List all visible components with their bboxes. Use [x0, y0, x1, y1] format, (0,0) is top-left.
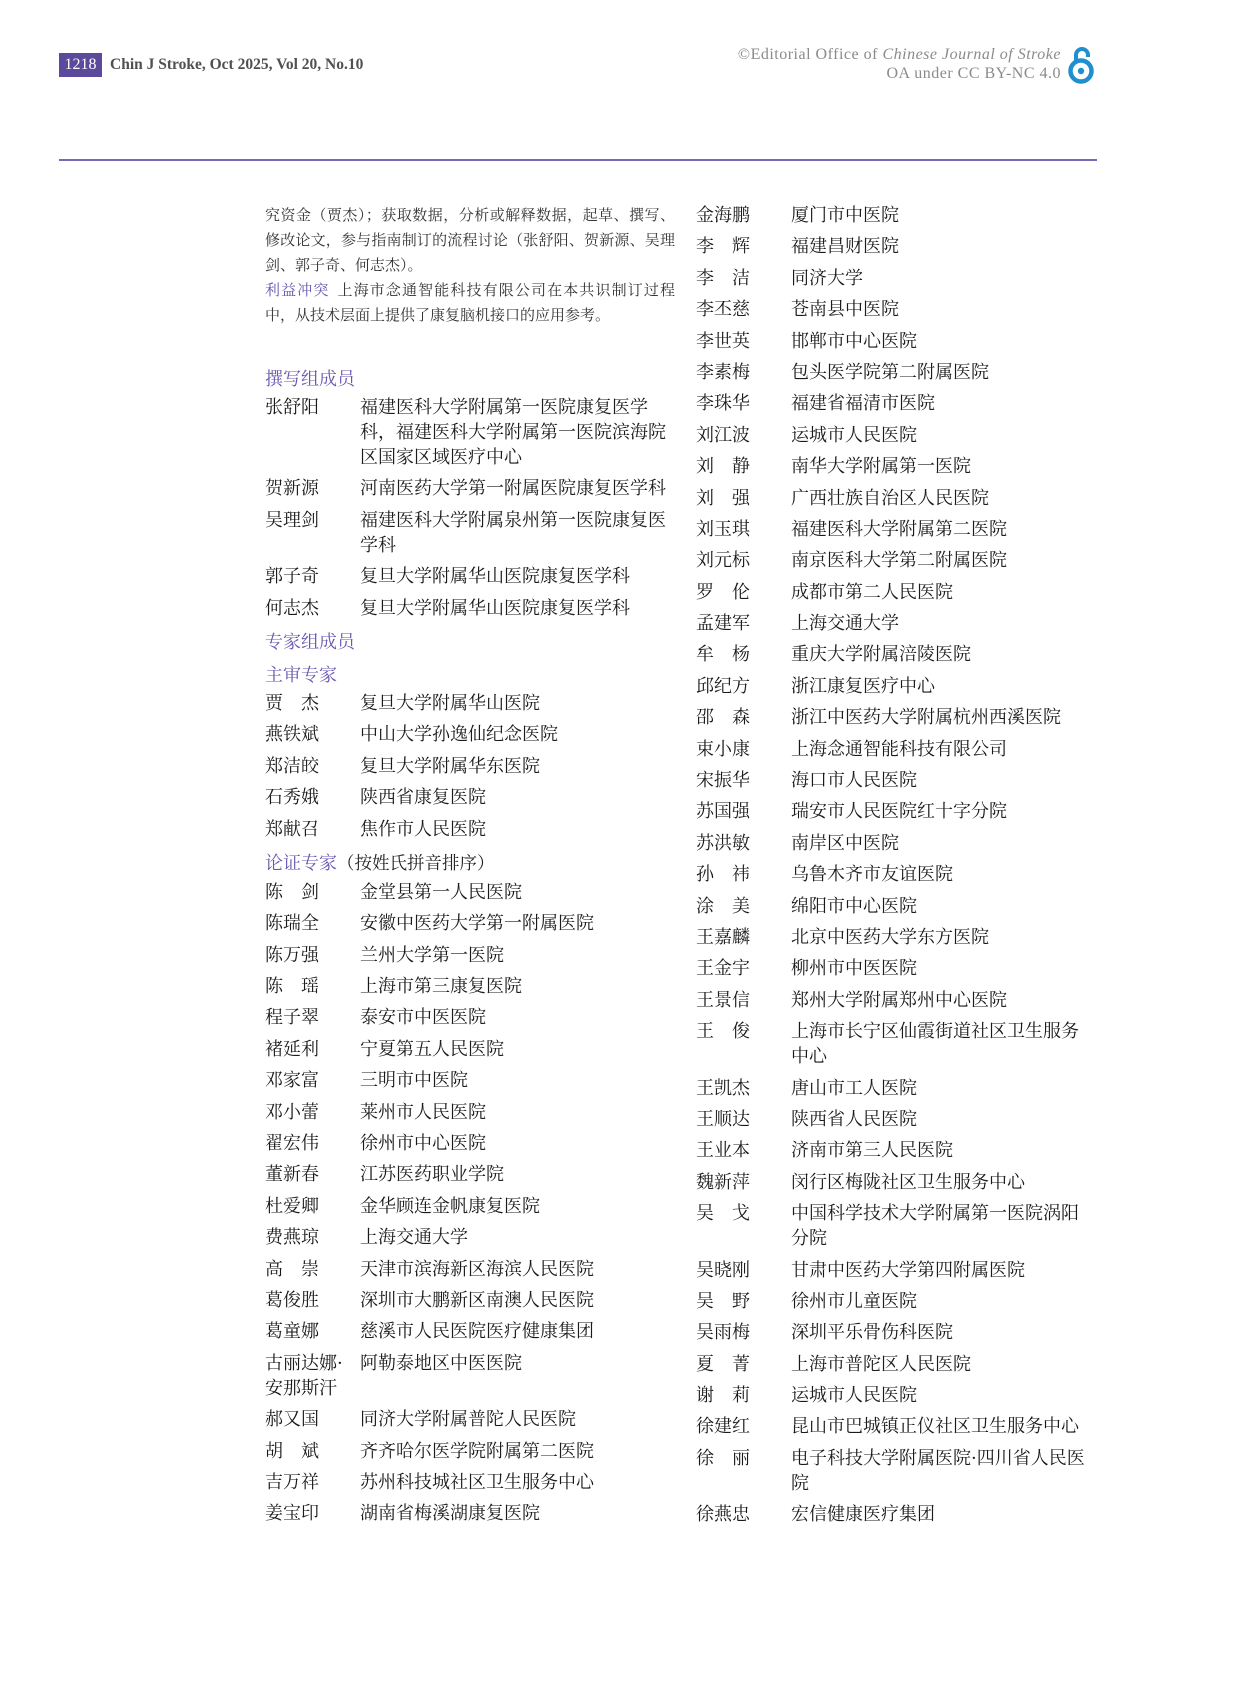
member-name: 苏国强	[696, 801, 750, 823]
member-affiliation: 福建医科大学附属第一医院康复医学科，福建医科大学附属第一医院滨海院区国家区域医疗中心	[360, 397, 666, 468]
member-affiliation: 电子科技大学附属医院·四川省人民医院	[791, 1447, 1085, 1494]
member-entry	[696, 1446, 1096, 1496]
member-entry	[696, 799, 1096, 824]
copyright-prefix: ©Editorial Office of	[737, 46, 883, 63]
member-entry	[265, 817, 675, 842]
writing-group-list	[265, 395, 675, 621]
member-affiliation: 陕西省康复医院	[360, 787, 486, 809]
member-affiliation: 金华顾连金帆康复医院	[360, 1195, 540, 1217]
member-entry	[265, 1037, 675, 1062]
member-affiliation: 运城市人民医院	[791, 1385, 917, 1407]
member-entry	[696, 674, 1096, 699]
member-name: 姜宝印	[265, 1503, 319, 1525]
member-entry	[696, 1201, 1096, 1251]
member-entry	[696, 1258, 1096, 1283]
member-entry	[265, 943, 675, 968]
member-entry	[696, 391, 1096, 416]
member-name: 郑献召	[265, 818, 319, 840]
member-name: 胡 斌	[265, 1440, 319, 1462]
section-heading-reviewers	[265, 848, 675, 880]
member-affiliation: 福建省福清市医院	[791, 393, 935, 415]
member-name: 吴理剑	[265, 509, 319, 531]
member-affiliation: 阿勒泰地区中医医院	[360, 1352, 522, 1374]
member-entry	[265, 1319, 675, 1344]
member-affiliation: 江苏医药职业学院	[360, 1164, 504, 1186]
member-entry	[265, 1288, 675, 1313]
member-affiliation: 福建医科大学附属泉州第一医院康复医学科	[360, 509, 666, 556]
member-name: 刘 强	[696, 487, 750, 509]
member-affiliation: 济南市第三人民医院	[791, 1140, 953, 1162]
member-affiliation: 徐州市儿童医院	[791, 1290, 917, 1312]
member-name: 邓家富	[265, 1070, 319, 1092]
page-header	[0, 0, 1241, 170]
member-entry	[696, 1289, 1096, 1314]
member-entry	[696, 329, 1096, 354]
member-entry	[265, 754, 675, 779]
member-entry	[265, 596, 675, 621]
member-entry	[265, 785, 675, 810]
member-affiliation: 唐山市工人医院	[791, 1077, 917, 1099]
member-affiliation: 深圳平乐骨伤科医院	[791, 1322, 953, 1344]
member-affiliation: 重庆大学附属涪陵医院	[791, 644, 971, 666]
member-affiliation: 苏州科技城社区卫生服务中心	[360, 1471, 594, 1493]
member-entry	[696, 1414, 1096, 1439]
member-name: 葛俊胜	[265, 1289, 319, 1311]
member-name: 李珠华	[696, 393, 750, 415]
member-name: 刘元标	[696, 550, 750, 572]
member-entry	[696, 1107, 1096, 1132]
member-affiliation: 天津市滨海新区海滨人民医院	[360, 1258, 594, 1280]
member-affiliation: 福建昌财医院	[791, 236, 899, 258]
member-affiliation: 金堂县第一人民医院	[360, 881, 522, 903]
member-entry	[265, 395, 675, 470]
member-entry	[265, 1068, 675, 1093]
section-heading-chief-experts: 主审专家	[265, 664, 337, 686]
member-affiliation: 复旦大学附属华山医院康复医学科	[360, 597, 630, 619]
member-affiliation: 复旦大学附属华山医院康复医学科	[360, 566, 630, 588]
member-name: 徐 丽	[696, 1447, 750, 1469]
member-affiliation: 宏信健康医疗集团	[791, 1504, 935, 1526]
member-affiliation: 甘肃中医药大学第四附属医院	[791, 1259, 1025, 1281]
member-name: 夏 菁	[696, 1353, 750, 1375]
member-entry	[696, 580, 1096, 605]
member-affiliation: 成都市第二人民医院	[791, 581, 953, 603]
member-affiliation: 泰安市中医医院	[360, 1007, 486, 1029]
member-entry	[696, 988, 1096, 1013]
member-entry	[265, 722, 675, 747]
member-entry	[696, 1383, 1096, 1408]
page-number: 1218	[59, 53, 102, 77]
member-name: 苏洪敏	[696, 832, 750, 854]
member-affiliation: 乌鲁木齐市友谊医院	[791, 864, 953, 886]
member-affiliation: 宁夏第五人民医院	[360, 1038, 504, 1060]
header-rule	[59, 159, 1097, 161]
member-entry	[696, 266, 1096, 291]
copyright-notice	[738, 45, 1061, 83]
member-entry	[265, 1351, 675, 1401]
member-name: 李 洁	[696, 267, 750, 289]
member-affiliation: 海口市人民医院	[791, 770, 917, 792]
member-name: 何志杰	[265, 597, 319, 619]
member-affiliation: 浙江康复医疗中心	[791, 675, 935, 697]
member-affiliation: 南岸区中医院	[791, 832, 899, 854]
member-entry	[265, 1162, 675, 1187]
member-affiliation: 徐州市中心医院	[360, 1133, 486, 1155]
member-name: 罗 伦	[696, 581, 750, 603]
member-entry	[696, 1170, 1096, 1195]
member-entry	[696, 611, 1096, 636]
member-entry	[696, 454, 1096, 479]
member-name: 程子翠	[265, 1007, 319, 1029]
member-entry	[265, 564, 675, 589]
member-entry	[265, 1501, 675, 1526]
member-affiliation: 河南医药大学第一附属医院康复医学科	[360, 478, 666, 500]
member-entry	[696, 1138, 1096, 1163]
member-name: 郭子奇	[265, 566, 319, 588]
member-affiliation: 福建医科大学附属第二医院	[791, 518, 1007, 540]
member-affiliation: 复旦大学附属华东医院	[360, 755, 540, 777]
member-affiliation: 昆山市巴城镇正仪社区卫生服务中心	[791, 1416, 1079, 1438]
member-entry	[696, 1019, 1096, 1069]
member-name: 张舒阳	[265, 397, 319, 418]
member-name: 刘江波	[696, 424, 750, 446]
member-name: 石秀娥	[265, 787, 319, 809]
member-name: 郑洁皎	[265, 755, 319, 777]
member-name: 王 俊	[696, 1021, 750, 1043]
member-entry	[265, 1225, 675, 1250]
member-name: 费燕琼	[265, 1227, 319, 1249]
member-affiliation: 柳州市中医医院	[791, 958, 917, 980]
member-entry	[265, 1257, 675, 1282]
member-affiliation: 同济大学附属普陀人民医院	[360, 1409, 576, 1431]
member-name: 徐建红	[696, 1416, 750, 1438]
member-name: 陈 剑	[265, 881, 319, 903]
member-name: 董新春	[265, 1164, 319, 1186]
member-entry	[265, 508, 675, 558]
member-affiliation: 兰州大学第一医院	[360, 944, 504, 966]
right-column	[696, 203, 1096, 1534]
member-entry	[696, 1502, 1096, 1527]
member-affiliation: 上海交通大学	[791, 613, 899, 635]
member-entry	[696, 297, 1096, 322]
member-affiliation: 中山大学孙逸仙纪念医院	[360, 724, 558, 746]
member-affiliation: 闵行区梅陇社区卫生服务中心	[791, 1171, 1025, 1193]
member-name: 宋振华	[696, 770, 750, 792]
member-entry	[265, 1194, 675, 1219]
member-affiliation: 湖南省梅溪湖康复医院	[360, 1503, 540, 1525]
member-affiliation: 厦门市中医院	[791, 205, 899, 226]
member-affiliation: 深圳市大鹏新区南澳人民医院	[360, 1289, 594, 1311]
section-heading-writing-group: 撰写组成员	[265, 369, 355, 390]
member-name: 褚延利	[265, 1038, 319, 1060]
member-name: 吴雨梅	[696, 1322, 750, 1344]
member-entry	[696, 203, 1096, 228]
member-entry	[696, 862, 1096, 887]
member-entry	[265, 1100, 675, 1125]
member-name: 刘 静	[696, 456, 750, 478]
member-affiliation: 包头医学院第二附属医院	[791, 361, 989, 383]
member-entry	[265, 1131, 675, 1156]
member-name: 邓小蕾	[265, 1101, 319, 1123]
member-affiliation: 上海市长宁区仙霞街道社区卫生服务中心	[791, 1021, 1079, 1068]
member-affiliation: 绵阳市中心医院	[791, 895, 917, 917]
member-name: 王景信	[696, 989, 750, 1011]
member-affiliation: 同济大学	[791, 267, 863, 289]
member-name: 吉万祥	[265, 1471, 319, 1493]
member-affiliation: 运城市人民医院	[791, 424, 917, 446]
member-entry	[696, 642, 1096, 667]
conflict-of-interest	[265, 278, 675, 328]
member-name: 王业本	[696, 1140, 750, 1162]
copyright-journal: Chinese Journal of Stroke	[882, 46, 1061, 63]
member-affiliation: 复旦大学附属华山医院	[360, 692, 540, 714]
member-affiliation: 广西壮族自治区人民医院	[791, 487, 989, 509]
member-entry	[696, 517, 1096, 542]
open-access-lock-icon	[1068, 46, 1094, 84]
member-entry	[696, 768, 1096, 793]
left-column	[265, 203, 675, 1533]
member-entry	[265, 476, 675, 501]
reviewers-heading: 论证专家	[265, 852, 337, 874]
member-entry	[696, 423, 1096, 448]
member-entry	[696, 956, 1096, 981]
contribution-paragraph: 究资金（贾杰）；获取数据，分析或解释数据，起草、撰写、修改论文，参与指南制订的流程讨论（张舒阳、贺新源、吴理剑、郭子奇、何志杰）。	[265, 206, 675, 274]
member-affiliation: 浙江中医药大学附属杭州西溪医院	[791, 707, 1061, 729]
reviewers-list-right	[696, 203, 1096, 1527]
member-entry	[696, 705, 1096, 730]
member-affiliation: 焦作市人民医院	[360, 818, 486, 840]
member-entry	[696, 360, 1096, 385]
member-affiliation: 上海市普陀区人民医院	[791, 1353, 971, 1375]
member-name: 王顺达	[696, 1108, 750, 1130]
member-affiliation: 三明市中医院	[360, 1070, 468, 1092]
member-affiliation: 齐齐哈尔医学院附属第二医院	[360, 1440, 594, 1462]
member-name: 涂 美	[696, 895, 750, 917]
member-affiliation: 郑州大学附属郑州中心医院	[791, 989, 1007, 1011]
member-affiliation: 中国科学技术大学附属第一医院涡阳分院	[791, 1203, 1079, 1250]
member-name: 吴 戈	[696, 1203, 750, 1225]
member-name: 吴晓刚	[696, 1259, 750, 1281]
member-name: 李世英	[696, 330, 750, 352]
member-name: 翟宏伟	[265, 1133, 319, 1155]
member-name: 谢 莉	[696, 1385, 750, 1407]
coi-label: 利益冲突	[265, 281, 330, 299]
member-name: 邱纪方	[696, 675, 750, 697]
member-affiliation: 安徽中医药大学第一附属医院	[360, 913, 594, 935]
member-name: 金海鹏	[696, 205, 750, 226]
member-entry	[265, 911, 675, 936]
license-text: OA under CC BY-NC 4.0	[886, 65, 1061, 82]
journal-citation: Chin J Stroke, Oct 2025, Vol 20, No.10	[110, 56, 364, 73]
member-name: 王凯杰	[696, 1077, 750, 1099]
member-name: 燕铁斌	[265, 724, 319, 746]
member-affiliation: 上海交通大学	[360, 1227, 468, 1249]
member-affiliation: 瑞安市人民医院红十字分院	[791, 801, 1007, 823]
member-entry	[696, 831, 1096, 856]
member-name: 邵 森	[696, 707, 750, 729]
member-entry	[696, 1076, 1096, 1101]
member-name: 李丕慈	[696, 299, 750, 321]
member-name: 李素梅	[696, 361, 750, 383]
member-affiliation: 南华大学附属第一医院	[791, 456, 971, 478]
member-entry	[265, 974, 675, 999]
member-affiliation: 北京中医药大学东方医院	[791, 926, 989, 948]
member-name: 牟 杨	[696, 644, 750, 666]
member-name: 徐燕忠	[696, 1504, 750, 1526]
member-name: 孙 祎	[696, 864, 750, 886]
member-name: 李 辉	[696, 236, 750, 258]
coi-text: 上海市念通智能科技有限公司在本共识制订过程中，从技术层面上提供了康复脑机接口的应用参考。	[265, 281, 675, 324]
member-name: 贺新源	[265, 478, 319, 500]
member-name: 吴 野	[696, 1290, 750, 1312]
member-name: 王金宇	[696, 958, 750, 980]
member-entry	[265, 1005, 675, 1030]
member-name: 高 崇	[265, 1258, 319, 1280]
member-entry	[696, 925, 1096, 950]
member-name: 杜爱卿	[265, 1195, 319, 1217]
member-affiliation: 莱州市人民医院	[360, 1101, 486, 1123]
member-name: 古丽达娜· 安那斯汗	[265, 1352, 343, 1399]
member-name: 魏新萍	[696, 1171, 750, 1193]
member-affiliation: 邯郸市中心医院	[791, 330, 917, 352]
member-entry	[265, 880, 675, 905]
member-entry	[696, 1352, 1096, 1377]
member-name: 束小康	[696, 738, 750, 760]
reviewers-sort-note: （按姓氏拼音排序）	[337, 853, 495, 874]
member-name: 贾 杰	[265, 692, 319, 714]
section-heading-expert-group: 专家组成员	[265, 631, 355, 653]
member-affiliation: 慈溪市人民医院医疗健康集团	[360, 1321, 594, 1343]
member-name: 王嘉麟	[696, 926, 750, 948]
member-entry	[696, 737, 1096, 762]
member-entry	[265, 1470, 675, 1495]
member-name: 陈 瑶	[265, 976, 319, 998]
member-affiliation: 南京医科大学第二附属医院	[791, 550, 1007, 572]
member-name: 郝又国	[265, 1409, 319, 1431]
member-entry	[265, 1407, 675, 1432]
reviewers-list-left	[265, 880, 675, 1526]
member-entry	[696, 1320, 1096, 1345]
chief-experts-list	[265, 691, 675, 842]
member-affiliation: 上海市第三康复医院	[360, 976, 522, 998]
member-entry	[696, 486, 1096, 511]
member-affiliation: 陕西省人民医院	[791, 1108, 917, 1130]
member-name: 陈万强	[265, 944, 319, 966]
member-entry	[265, 691, 675, 716]
member-entry	[696, 894, 1096, 919]
member-affiliation: 上海念通智能科技有限公司	[791, 738, 1007, 760]
member-entry	[265, 1439, 675, 1464]
member-entry	[696, 548, 1096, 573]
member-name: 葛童娜	[265, 1321, 319, 1343]
member-name: 孟建军	[696, 613, 750, 635]
member-name: 陈瑞全	[265, 913, 319, 935]
member-affiliation: 苍南县中医院	[791, 299, 899, 321]
member-name: 刘玉琪	[696, 518, 750, 540]
member-entry	[696, 234, 1096, 259]
